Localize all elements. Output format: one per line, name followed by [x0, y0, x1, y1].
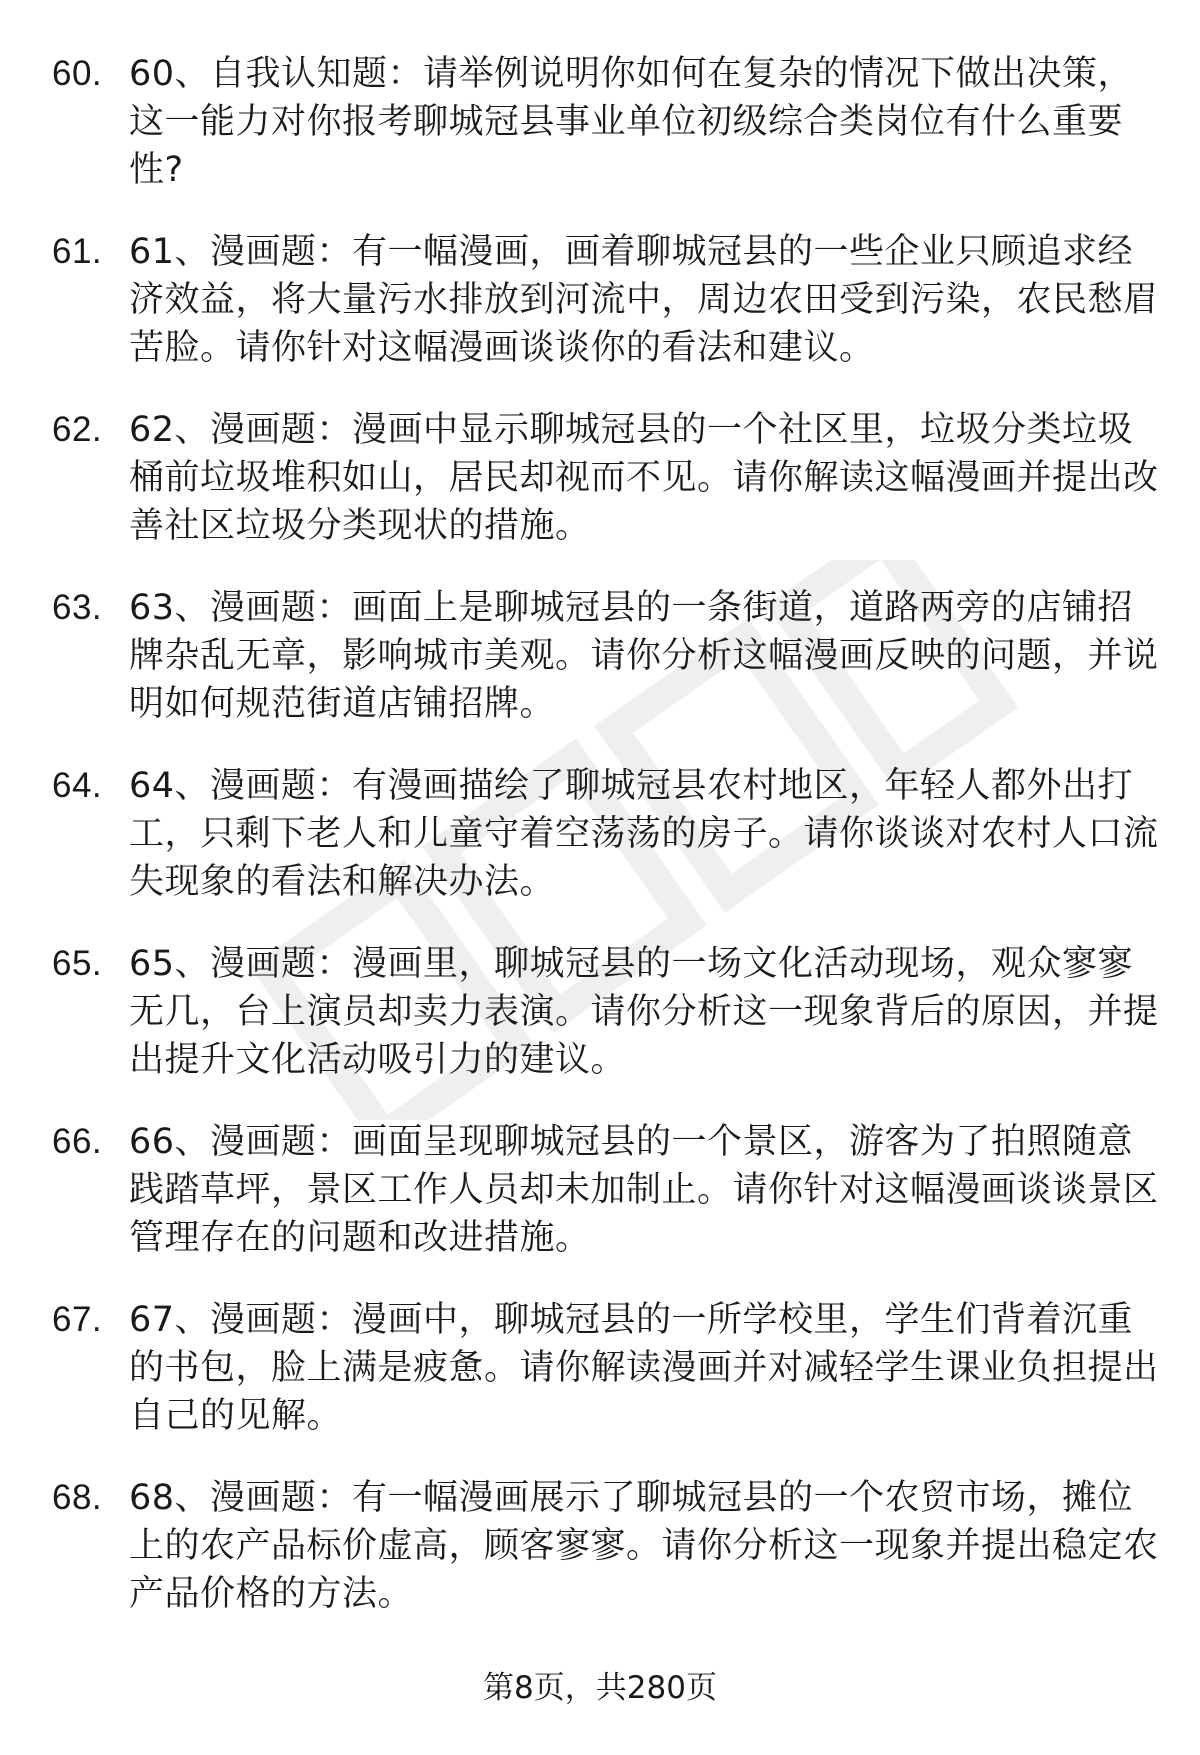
question-item — [52, 1296, 1162, 1440]
question-item — [52, 406, 1162, 550]
question-number: 63. — [52, 588, 103, 627]
question-number: 67. — [52, 1300, 103, 1339]
question-list — [52, 50, 1162, 1652]
question-text: 61、漫画题：有一幅漫画，画着聊城冠县的一些企业只顾追求经济效益，将大量污水排放到河流中，周边农田受到污染，农民愁眉苦脸。请你针对这幅漫画谈谈你的看法和建议。 — [129, 232, 1159, 368]
question-item — [52, 940, 1162, 1084]
question-text: 60、自我认知题：请举例说明你如何在复杂的情况下做出决策，这一能力对你报考聊城冠县事业单位初级综合类岗位有什么重要性? — [129, 54, 1134, 190]
page-footer: 第8页，共280页 — [483, 1670, 717, 1706]
question-item — [52, 1474, 1162, 1618]
question-item — [52, 762, 1162, 906]
question-number: 62. — [52, 410, 103, 449]
question-text: 65、漫画题：漫画里，聊城冠县的一场文化活动现场，观众寥寥无几，台上演员却卖力表演。请你分析这一现象背后的原因，并提出提升文化活动吸引力的建议。 — [129, 944, 1159, 1080]
question-number: 60. — [52, 54, 103, 93]
question-text: 62、漫画题：漫画中显示聊城冠县的一个社区里，垃圾分类垃圾桶前垃圾堆积如山，居民却视而不见。请你解读这幅漫画并提出改善社区垃圾分类现状的措施。 — [129, 410, 1159, 546]
question-number: 68. — [52, 1478, 103, 1517]
question-item — [52, 50, 1162, 194]
question-text: 63、漫画题：画面上是聊城冠县的一条街道，道路两旁的店铺招牌杂乱无章，影响城市美观。请你分析这幅漫画反映的问题，并说明如何规范街道店铺招牌。 — [129, 588, 1159, 724]
question-text: 64、漫画题：有漫画描绘了聊城冠县农村地区，年轻人都外出打工，只剩下老人和儿童守着空荡荡的房子。请你谈谈对农村人口流失现象的看法和解决办法。 — [129, 766, 1159, 902]
question-number: 65. — [52, 944, 103, 983]
question-text: 66、漫画题：画面呈现聊城冠县的一个景区，游客为了拍照随意践踏草坪，景区工作人员却未加制止。请你针对这幅漫画谈谈景区管理存在的问题和改进措施。 — [129, 1122, 1159, 1258]
question-item — [52, 228, 1162, 372]
question-number: 64. — [52, 766, 103, 805]
question-item — [52, 1118, 1162, 1262]
question-text: 67、漫画题：漫画中，聊城冠县的一所学校里，学生们背着沉重的书包，脸上满是疲惫。请你解读漫画并对减轻学生课业负担提出自己的见解。 — [129, 1300, 1159, 1436]
question-number: 61. — [52, 232, 103, 271]
question-text: 68、漫画题：有一幅漫画展示了聊城冠县的一个农贸市场，摊位上的农产品标价虚高，顾客寥寥。请你分析这一现象并提出稳定农产品价格的方法。 — [129, 1478, 1159, 1614]
question-item — [52, 584, 1162, 728]
question-number: 66. — [52, 1122, 103, 1161]
